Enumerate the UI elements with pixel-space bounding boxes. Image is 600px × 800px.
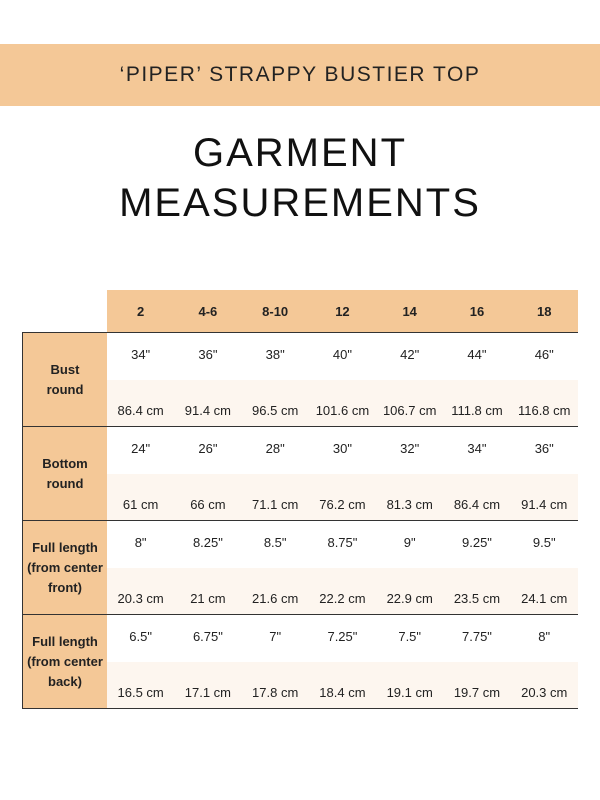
value-cell: 34" bbox=[467, 441, 487, 456]
label-line: Full length bbox=[32, 539, 98, 555]
value-cell: 40" bbox=[332, 347, 352, 362]
value-cell: 17.8 cm bbox=[252, 685, 299, 700]
value-cell: 9.5" bbox=[532, 535, 556, 550]
value-cell: 21.6 cm bbox=[252, 591, 299, 606]
inches-row bbox=[107, 615, 578, 662]
value-cell: 66 cm bbox=[190, 497, 226, 512]
value-cell: 17.1 cm bbox=[184, 685, 232, 700]
value-cell: 46" bbox=[534, 347, 554, 362]
value-cell: 7.75" bbox=[462, 629, 492, 644]
value-cell: 20.3 cm bbox=[521, 685, 568, 700]
value-cell: 36" bbox=[198, 347, 218, 362]
value-cell: 6.75" bbox=[192, 629, 223, 644]
value-cell: 7.25" bbox=[327, 629, 358, 644]
label-line: round bbox=[46, 381, 84, 397]
size-header: 4-6 bbox=[174, 290, 241, 332]
label-line: (from center bbox=[27, 559, 103, 575]
value-cell: 6.5" bbox=[129, 629, 152, 644]
inches-row bbox=[107, 427, 578, 474]
inches-row bbox=[107, 333, 578, 380]
value-cell: 8" bbox=[134, 535, 147, 550]
value-cell: 111.8 cm bbox=[451, 403, 503, 418]
value-cell: 96.5 cm bbox=[252, 403, 299, 418]
measurement-group-full-length-back bbox=[22, 615, 578, 709]
value-cell: 86.4 cm bbox=[117, 403, 164, 418]
value-cell: 18.4 cm bbox=[319, 685, 366, 700]
value-cell: 26" bbox=[198, 441, 218, 456]
value-cell: 91.4 cm bbox=[521, 497, 568, 512]
cm-row bbox=[107, 474, 578, 521]
inches-row bbox=[107, 521, 578, 568]
value-cell: 7" bbox=[269, 629, 282, 644]
value-cell: 22.2 cm bbox=[319, 591, 366, 606]
label-line: Full length bbox=[32, 633, 98, 649]
measurement-label bbox=[22, 615, 107, 708]
measurement-group-bottom-round bbox=[22, 427, 578, 521]
label-line: (from center bbox=[27, 653, 103, 669]
value-cell: 91.4 cm bbox=[184, 403, 232, 418]
size-header: 2 bbox=[107, 290, 174, 332]
size-header: 14 bbox=[376, 290, 443, 332]
value-cell: 42" bbox=[400, 347, 420, 362]
value-cell: 24" bbox=[131, 441, 151, 456]
measurements-table bbox=[22, 290, 578, 709]
value-cell: 20.3 cm bbox=[117, 591, 164, 606]
value-cell: 9" bbox=[403, 535, 416, 550]
value-cell: 30" bbox=[332, 441, 352, 456]
measurement-label bbox=[22, 427, 107, 520]
label-line: round bbox=[46, 475, 84, 491]
value-cell: 34" bbox=[131, 347, 151, 362]
value-cell: 86.4 cm bbox=[453, 497, 501, 512]
value-cell: 28" bbox=[265, 441, 285, 456]
value-cell: 116.8 cm bbox=[517, 403, 571, 418]
value-cell: 32" bbox=[400, 441, 420, 456]
value-cell: 101.6 cm bbox=[315, 403, 370, 418]
value-cell: 106.7 cm bbox=[382, 403, 437, 418]
value-cell: 8.5" bbox=[263, 535, 287, 550]
size-header: 12 bbox=[309, 290, 376, 332]
value-cell: 8" bbox=[538, 629, 551, 644]
header-banner bbox=[0, 44, 600, 106]
value-cell: 44" bbox=[467, 347, 487, 362]
value-cell: 8.25" bbox=[192, 535, 223, 550]
page-title-line-1: GARMENT bbox=[193, 131, 407, 175]
measurement-label bbox=[22, 333, 107, 426]
cm-row bbox=[107, 380, 578, 427]
product-name: ‘PIPER’ STRAPPY BUSTIER TOP bbox=[119, 63, 481, 86]
measurement-group-full-length-front bbox=[22, 521, 578, 615]
table-corner bbox=[22, 290, 107, 332]
measurement-label bbox=[22, 521, 107, 614]
value-cell: 23.5 cm bbox=[453, 591, 501, 606]
page-title-line-2: MEASUREMENTS bbox=[119, 181, 481, 225]
value-cell: 8.75" bbox=[327, 535, 358, 550]
cm-row bbox=[107, 662, 578, 709]
label-line: front) bbox=[48, 579, 82, 595]
measurement-group-bust-round bbox=[22, 332, 578, 427]
value-cell: 76.2 cm bbox=[319, 497, 366, 512]
size-header-row bbox=[22, 290, 578, 332]
size-header: 18 bbox=[511, 290, 578, 332]
value-cell: 81.3 cm bbox=[386, 497, 433, 512]
value-cell: 7.5" bbox=[398, 629, 422, 644]
size-header: 16 bbox=[443, 290, 510, 332]
value-cell: 16.5 cm bbox=[117, 685, 164, 700]
value-cell: 36" bbox=[534, 441, 554, 456]
value-cell: 22.9 cm bbox=[386, 591, 433, 606]
page-title bbox=[0, 128, 600, 228]
value-cell: 19.7 cm bbox=[453, 685, 501, 700]
value-cell: 71.1 cm bbox=[252, 497, 299, 512]
label-line: Bottom bbox=[42, 455, 88, 471]
value-cell: 9.25" bbox=[462, 535, 492, 550]
value-cell: 61 cm bbox=[122, 497, 159, 512]
cm-row bbox=[107, 568, 578, 615]
value-cell: 19.1 cm bbox=[386, 685, 433, 700]
value-cell: 38" bbox=[265, 347, 285, 362]
size-header: 8-10 bbox=[242, 290, 309, 332]
value-cell: 24.1 cm bbox=[521, 591, 568, 606]
value-cell: 21 cm bbox=[190, 591, 226, 606]
label-line: back) bbox=[48, 673, 82, 689]
label-line: Bust bbox=[50, 361, 80, 377]
